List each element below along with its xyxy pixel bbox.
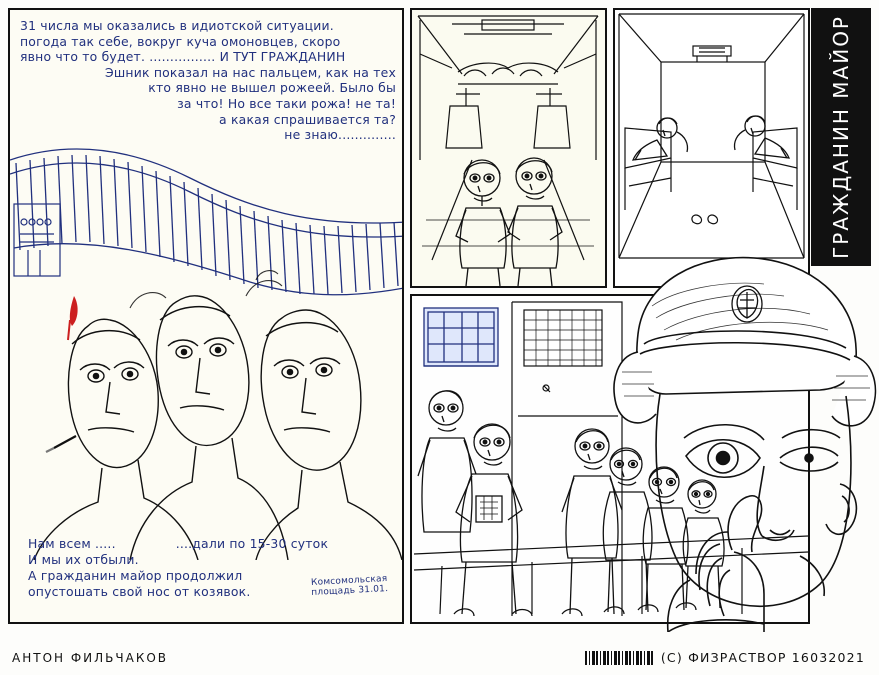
bottom-line-1: Нам всем ..... (28, 536, 116, 551)
bus-interior-svg (412, 10, 605, 286)
crowd-drawing (10, 130, 404, 560)
stamp-line-1: Комсомольская (310, 574, 388, 588)
big-face-major-drawing (604, 244, 879, 632)
narration-line-2: погода так себе, вокруг куча омоновцев, скоро (20, 33, 341, 49)
page-footer (0, 635, 879, 675)
bottom-line-2: И мы их отбыли. (28, 552, 139, 567)
major-face-svg (604, 244, 879, 632)
narration-line-1: 31 числа мы оказались в идиотской ситуации. (20, 18, 334, 33)
crowd-svg (10, 130, 404, 560)
comic-panel-bus (410, 8, 607, 288)
panel1-narration (20, 18, 396, 143)
blood-mark (68, 296, 78, 340)
narration-line-4: Эшник показал на нас пальцем, как на тех (105, 64, 396, 80)
comic-title-block (811, 8, 871, 266)
copyright-line (585, 650, 865, 665)
barcode-icon (585, 651, 653, 665)
author-credit: АНТОН ФИЛЬЧАКОВ (12, 651, 169, 665)
narration-line-8: не знаю.............. (284, 127, 396, 143)
bottom-line-1b: ....дали по 15-30 суток (175, 536, 329, 551)
comic-title: ГРАЖДАНИН МАЙОР (829, 15, 853, 259)
copyright-text: (C) ФИЗРАСТВОР 16032021 (660, 650, 865, 665)
stamp-line-2: площадь 31.01. (311, 583, 389, 598)
bottom-line-4: опустошать свой нос от козявок. (28, 584, 251, 599)
location-stamp (311, 574, 389, 598)
narration-line-3: явно что то будет. ................ И ТУТ ГРАЖДАНИН (20, 49, 346, 65)
narration-line-5: кто явно не вышел рожеей. Было бы (148, 80, 396, 96)
narration-line-6: за что! Но все таки рожа! не та! (177, 95, 396, 111)
bottom-line-3: А гражданин майор продолжил (28, 568, 243, 583)
narration-line-7: а какая спрашивается та? (219, 111, 396, 127)
comic-panel-crowd (8, 8, 404, 624)
